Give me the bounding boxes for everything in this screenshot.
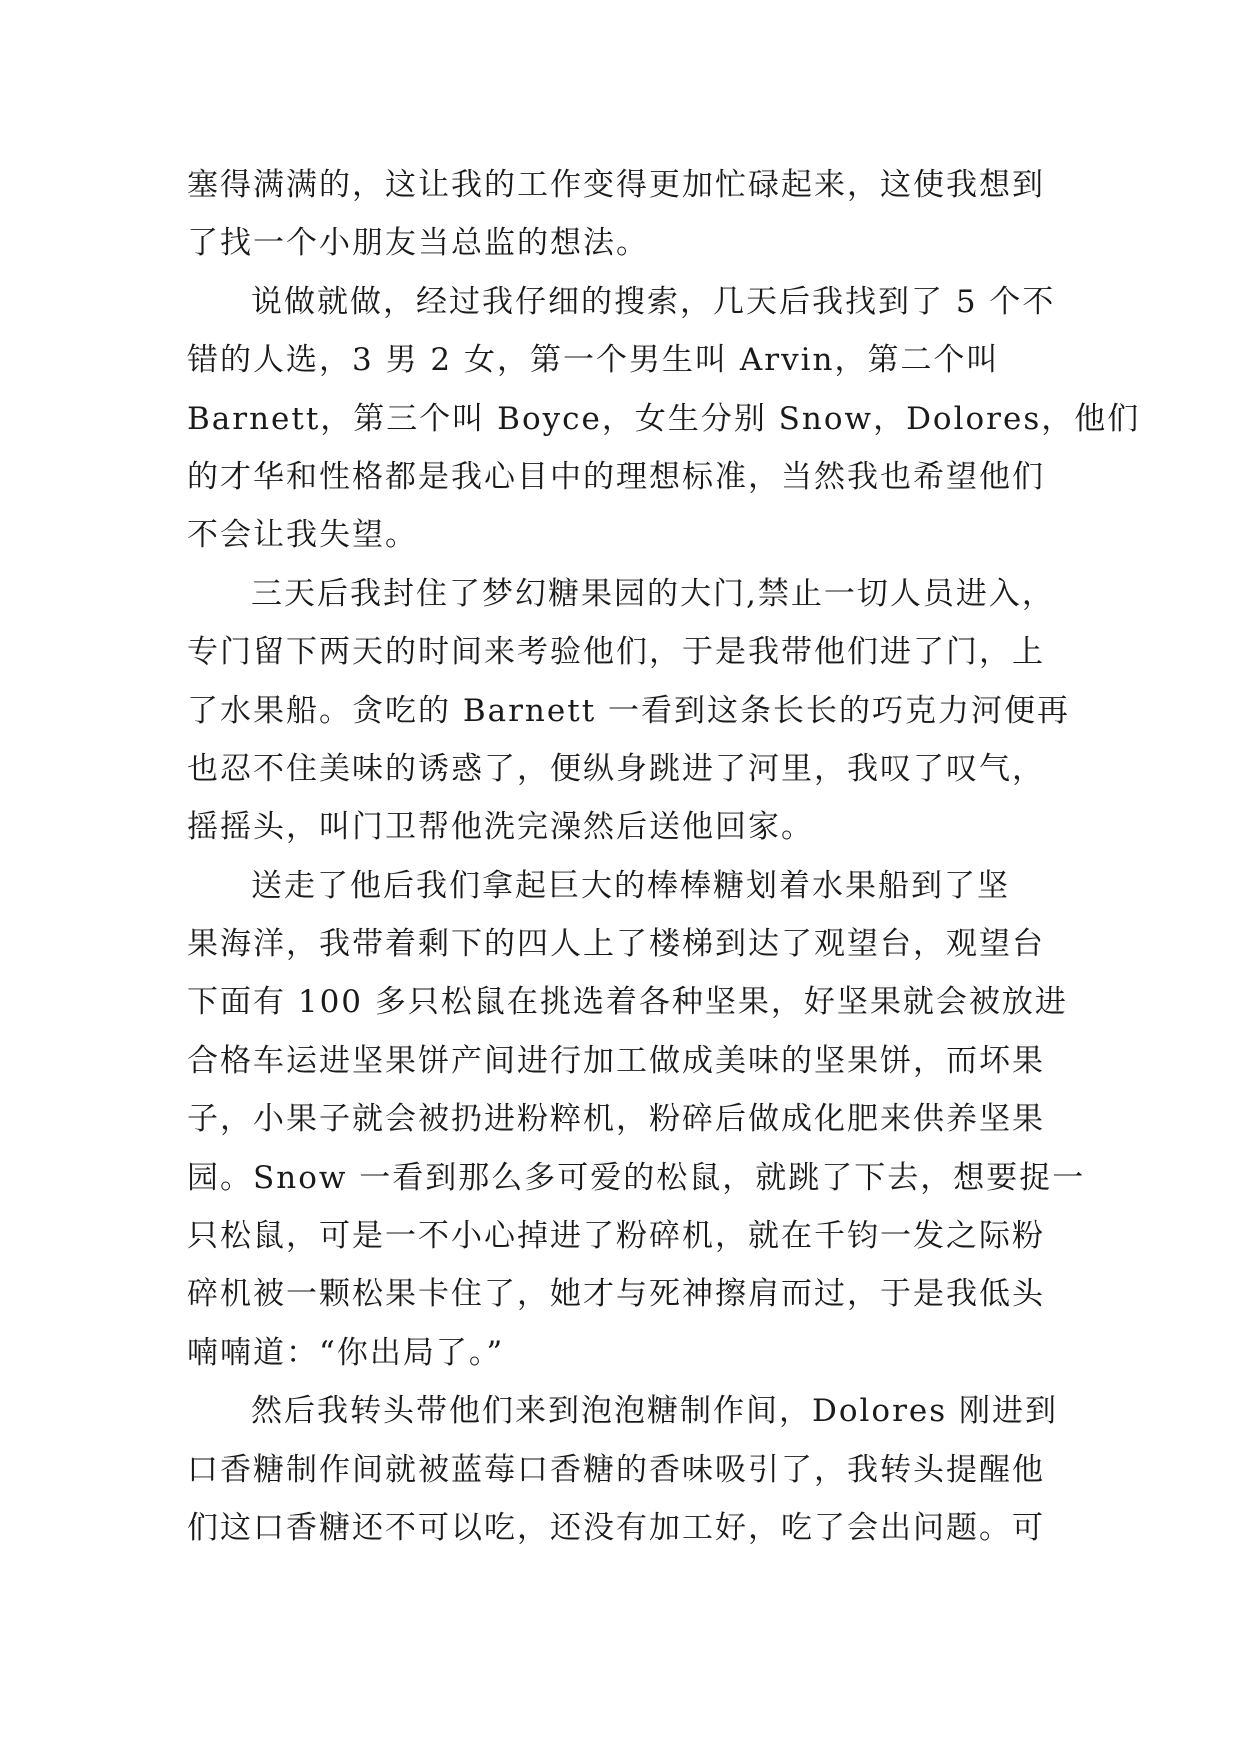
text-line: 错的人选，3 男 2 女，第一个男生叫 Arvin，第二个叫 — [187, 342, 1000, 379]
text-line: 也忍不住美味的诱惑了，便纵身跳进了河里，我叹了叹气， — [187, 750, 1045, 787]
text-line: 子，小果子就会被扔进粉粹机，粉碎后做成化肥来供养坚果 — [187, 1101, 1045, 1138]
paragraph-start-line: 三天后我封住了梦幻糖果园的大门,禁止一切人员进入， — [251, 575, 1055, 612]
text-line: 不会让我失望。 — [187, 517, 418, 554]
text-line: 喃喃道：“你出局了。” — [187, 1334, 505, 1371]
body-text — [187, 156, 1141, 1557]
paragraph-start-line: 说做就做，经过我仔细的搜索，几天后我找到了 5 个不 — [251, 283, 1056, 320]
text-line: 的才华和性格都是我心目中的理想标准，当然我也希望他们 — [187, 458, 1045, 495]
text-line: 只松鼠，可是一不小心掉进了粉碎机，就在千钧一发之际粉 — [187, 1218, 1045, 1255]
paragraph-start-line: 然后我转头带他们来到泡泡糖制作间，Dolores 刚进到 — [251, 1393, 1059, 1430]
paragraph-start-line: 送走了他后我们拿起巨大的棒棒糖划着水果船到了坚 — [251, 867, 1010, 904]
text-line: 们这口香糖还不可以吃，还没有加工好，吃了会出问题。可 — [187, 1509, 1045, 1546]
text-line: Barnett，第三个叫 Boyce，女生分别 Snow，Dolores，他们 — [187, 400, 1141, 437]
text-line: 合格车运进坚果饼产间进行加工做成美味的坚果饼，而坏果 — [187, 1042, 1045, 1079]
text-line: 园。Snow 一看到那么多可爱的松鼠，就跳了下去，想要捉一 — [187, 1159, 1086, 1196]
text-line: 了找一个小朋友当总监的想法。 — [187, 225, 649, 262]
text-line: 专门留下两天的时间来考验他们，于是我带他们进了门，上 — [187, 634, 1045, 671]
text-line: 口香糖制作间就被蓝莓口香糖的香味吸引了，我转头提醒他 — [187, 1451, 1045, 1488]
text-line: 下面有 100 多只松鼠在挑选着各种坚果，好坚果就会被放进 — [187, 984, 1068, 1021]
text-line: 了水果船。贪吃的 Barnett 一看到这条长长的巧克力河便再 — [187, 692, 1071, 729]
text-line: 塞得满满的，这让我的工作变得更加忙碌起来，这使我想到 — [187, 167, 1045, 203]
text-line: 碎机被一颗松果卡住了，她才与死神擦肩而过，于是我低头 — [187, 1276, 1045, 1313]
text-line: 果海洋，我带着剩下的四人上了楼梯到达了观望台，观望台 — [187, 926, 1045, 963]
text-line: 摇摇头，叫门卫帮他洗完澡然后送他回家。 — [187, 809, 814, 846]
